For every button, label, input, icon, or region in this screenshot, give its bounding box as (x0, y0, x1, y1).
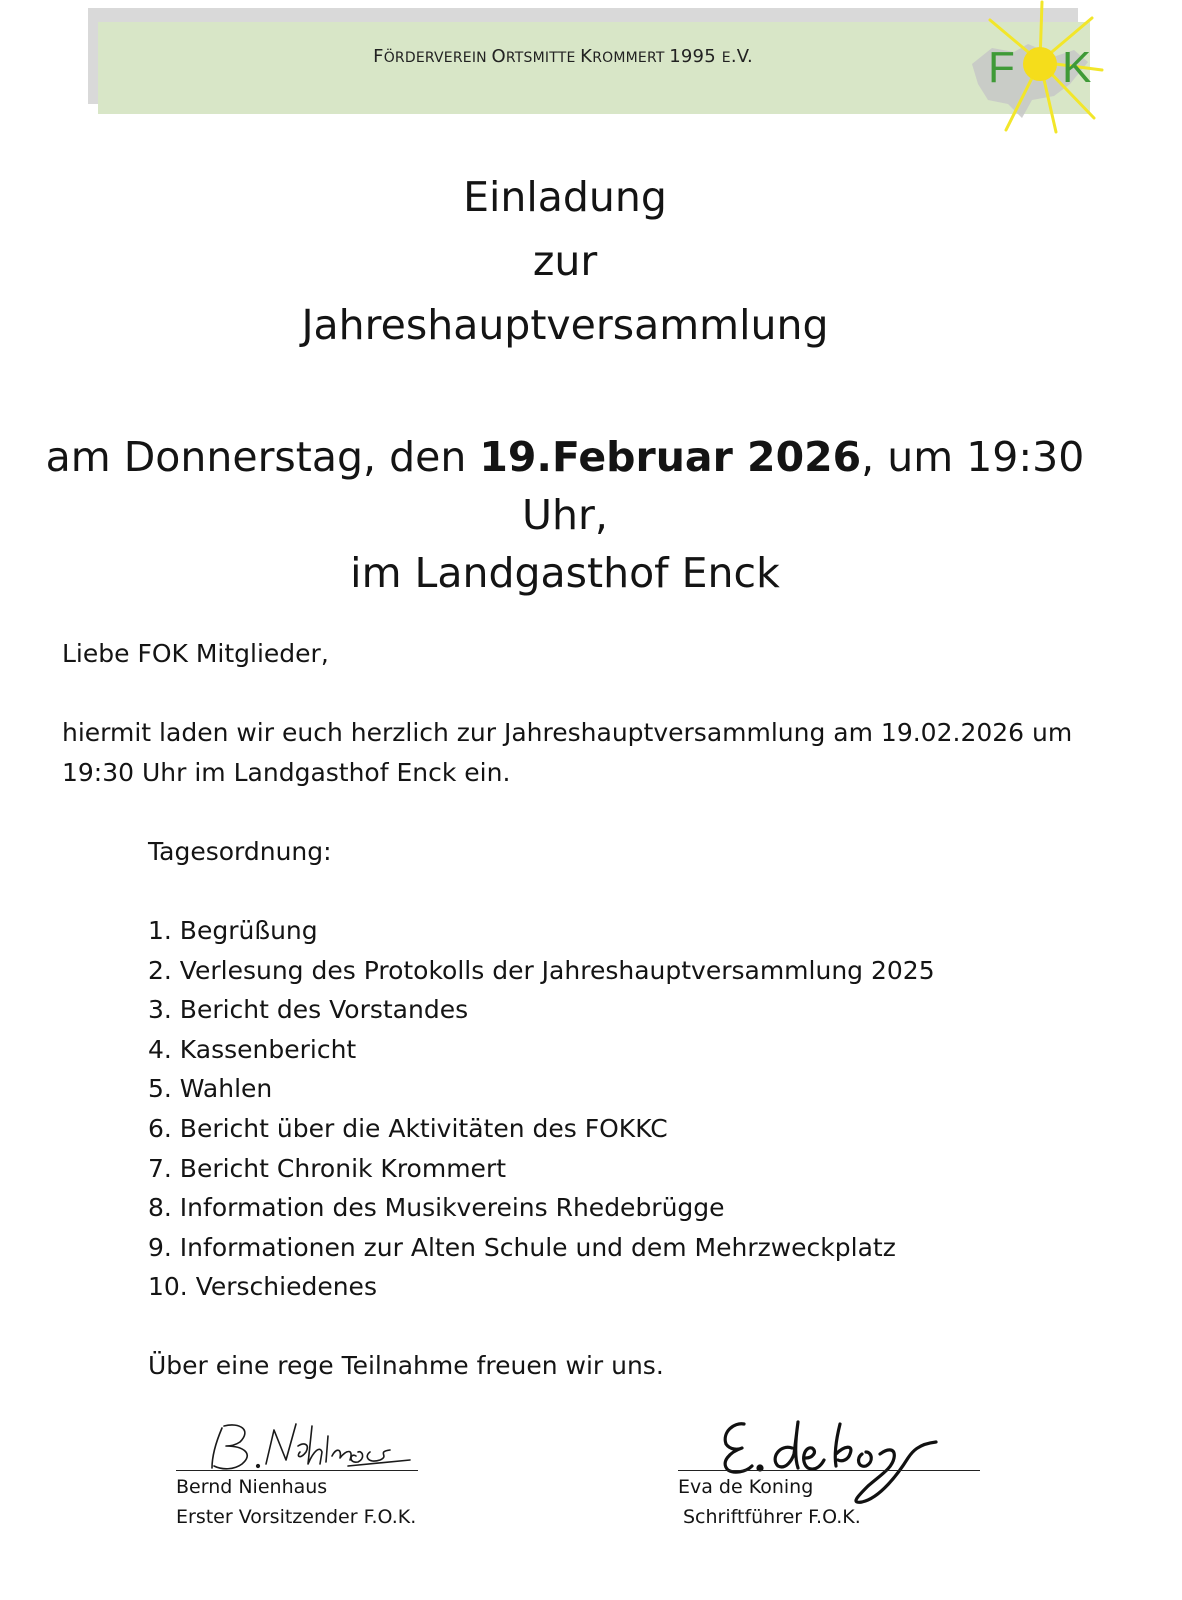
agenda-item: 7. Bericht Chronik Krommert (148, 1153, 507, 1183)
org-name-part: ÖRDERVEREIN (383, 50, 492, 66)
signer-name: Bernd Nienhaus (176, 1476, 328, 1498)
agenda-item: 9. Informationen zur Alten Schule und dem Mehrzweckplatz (148, 1232, 896, 1262)
agenda-item: 4. Kassenbericht (148, 1034, 357, 1064)
org-name-part: F (373, 46, 384, 67)
signer-role: Erster Vorsitzender F.O.K. (176, 1506, 417, 1528)
org-name-part: 1995 (669, 46, 722, 67)
logo-sun (1023, 47, 1057, 81)
agenda-item: 6. Bericht über die Aktivitäten des FOKKC (148, 1113, 668, 1143)
header-band (98, 22, 1090, 114)
agenda-item: 5. Wahlen (148, 1074, 273, 1104)
org-name-part: .V. (730, 46, 753, 67)
event-date-location (0, 428, 1130, 602)
closing-sentence: Über eine rege Teilnahme freuen wir uns. (148, 1351, 664, 1380)
title-line: Jahreshauptversammlung (301, 301, 829, 349)
greeting: Liebe FOK Mitglieder, (62, 639, 329, 668)
event-date-line (0, 428, 1130, 544)
fok-logo-icon (970, 0, 1106, 134)
logo-letter-f: F (988, 43, 1015, 92)
logo-letter-k: K (1062, 43, 1092, 92)
signature-nienhaus (200, 1412, 420, 1478)
org-name-part: E (721, 50, 731, 66)
date-prefix: am Donnerstag, den (45, 433, 480, 481)
agenda-list (148, 911, 935, 1307)
org-name-part: RTSMITTE (505, 50, 581, 66)
signer-name: Eva de Koning (678, 1476, 814, 1498)
signer-1 (176, 1472, 416, 1532)
agenda-item: 10. Verschiedenes (148, 1272, 377, 1302)
date-suffix: , um 19:30 Uhr, (522, 433, 1085, 539)
signer-2 (678, 1472, 861, 1532)
org-name-part: K (580, 46, 593, 67)
agenda-title: Tagesordnung: (148, 837, 332, 866)
title-line: Einladung (463, 173, 667, 221)
event-date: 19.Februar 2026 (479, 433, 862, 481)
document-title (0, 165, 1130, 357)
agenda-item: 8. Information des Musikvereins Rhedebrügge (148, 1193, 725, 1223)
org-name (98, 46, 1028, 67)
agenda-item: 1. Begrüßung (148, 916, 318, 945)
signature-line (176, 1470, 418, 1471)
signer-role: Schriftführer F.O.K. (683, 1506, 861, 1528)
signature-line (678, 1470, 980, 1471)
agenda-item: 2. Verlesung des Protokolls der Jahreshauptversammlung 2025 (148, 955, 935, 985)
event-location: im Landgasthof Enck (350, 549, 780, 597)
org-name-part: O (491, 46, 506, 67)
intro-paragraph: hiermit laden wir euch herzlich zur Jahreshauptversammlung am 19.02.2026 um 19:30 Uhr im Landgasthof Enck ein. (62, 718, 1073, 787)
org-name-part: ROMMERT (592, 50, 670, 66)
title-line: zur (532, 237, 598, 285)
agenda-item: 3. Bericht des Vorstandes (148, 995, 469, 1025)
